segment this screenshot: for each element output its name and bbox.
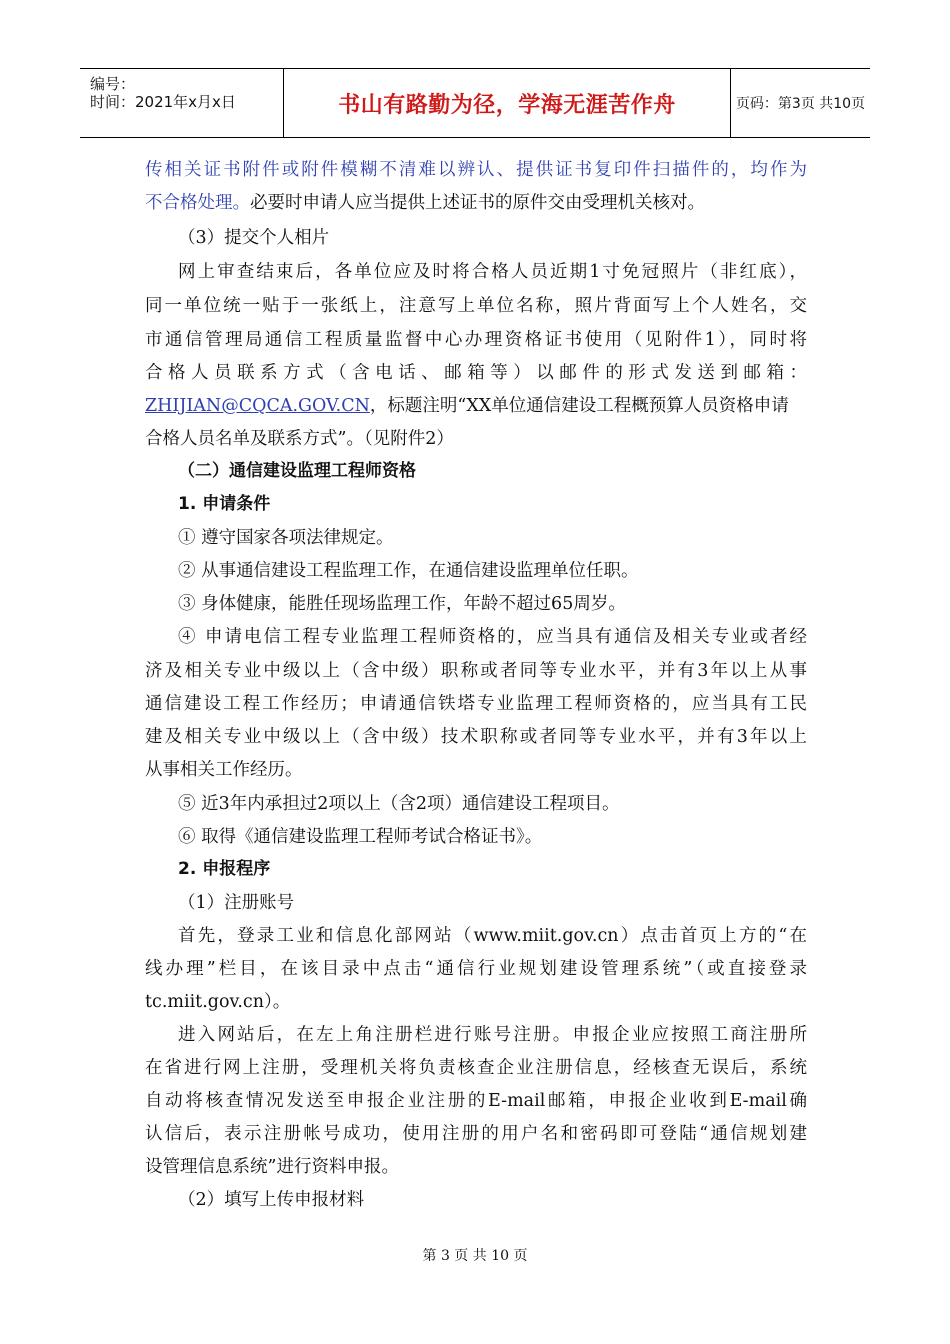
subsection-heading: 2. 申报程序 <box>178 859 271 879</box>
header-meta <box>80 69 284 137</box>
body-line: 认信后，表示注册帐号成功，使用注册的用户名和密码即可登陆“通信规划建 <box>145 1124 807 1144</box>
body-line: 在省进行网上注册，受理机关将负责核查企业注册信息，经核查无误后，系统 <box>145 1058 807 1078</box>
body-line: 合格人员名单及联系方式”。（见附件2） <box>145 429 454 449</box>
body-text-blue: 不合格处理。 <box>145 193 250 213</box>
subsection-heading: （2）填写上传申报材料 <box>178 1190 365 1210</box>
body-line: 合格人员联系方式（含电话、邮箱等）以邮件的形式发送到邮箱： <box>145 363 807 383</box>
page-footer: 第 3 页 共 10 页 <box>422 1248 528 1264</box>
list-item: ⑤ 近3年内承担过2项以上（含2项）通信建设工程项目。 <box>178 794 620 814</box>
body-line: 同一单位统一贴于一张纸上，注意写上单位名称，照片背面写上个人姓名，交 <box>145 296 807 316</box>
page-header <box>80 68 870 138</box>
body-line: 市通信管理局通信工程质量监督中心办理资格证书使用（见附件1），同时将 <box>145 330 807 350</box>
header-page-number: 页码：第3页 共10页 <box>735 96 866 112</box>
body-line: tc.miit.gov.cn）。 <box>145 992 291 1012</box>
body-text: 必要时申请人应当提供上述证书的原件交由受理机关核对。 <box>250 193 705 213</box>
body-line: 设管理信息系统”进行资料申报。 <box>145 1157 399 1177</box>
list-item: ④ 申请电信工程专业监理工程师资格的，应当具有通信及相关专业或者经 <box>178 627 807 647</box>
subsection-heading: （1）注册账号 <box>178 893 295 913</box>
body-line: 建及相关专业中级以上（含中级）技术职称或者同等专业水平，并有3年以上 <box>145 727 807 747</box>
body-line: 从事相关工作经历。 <box>145 760 303 780</box>
document-number-label: 编号： <box>90 75 136 93</box>
email-link[interactable]: ZHIJIAN@CQCA.GOV.CN <box>145 396 370 416</box>
section-heading: （二）通信建设监理工程师资格 <box>178 461 416 481</box>
body-line: 传相关证书附件或附件模糊不清难以辨认、提供证书复印件扫描件的，均作为 <box>145 160 807 180</box>
body-line: 通信建设工程工作经历；申请通信铁塔专业监理工程师资格的，应当具有工民 <box>145 694 807 714</box>
list-item: ③ 身体健康，能胜任现场监理工作，年龄不超过65周岁。 <box>178 594 626 614</box>
list-item: ⑥ 取得《通信建设监理工程师考试合格证书》。 <box>178 827 543 847</box>
list-item: ① 遵守国家各项法律规定。 <box>178 528 394 548</box>
body-line <box>145 394 807 418</box>
list-item: ② 从事通信建设工程监理工作，在通信建设监理单位任职。 <box>178 561 639 581</box>
header-motto: 书山有路勤为径，学海无涯苦作舟 <box>284 69 731 137</box>
body-line: 自动将核查情况发送至申报企业注册的E-mail邮箱，申报企业收到E-mail确 <box>145 1091 807 1111</box>
body-line: 首先，登录工业和信息化部网站（www.miit.gov.cn）点击首页上方的“在 <box>178 926 807 946</box>
body-line: 线办理”栏目，在该目录中点击“通信行业规划建设管理系统”（或直接登录 <box>145 959 807 979</box>
document-time-label: 时间：2021年x月x日 <box>90 93 236 111</box>
body-text: ，标题注明“XX单位通信建设工程概预算人员资格申请 <box>369 396 789 416</box>
body-line <box>145 191 807 215</box>
body-line: 进入网站后，在左上角注册栏进行账号注册。申报企业应按照工商注册所 <box>178 1025 807 1045</box>
body-line: 济及相关专业中级以上（含中级）职称或者同等专业水平，并有3年以上从事 <box>145 661 807 681</box>
body-line: 网上审查结束后，各单位应及时将合格人员近期1寸免冠照片（非红底）， <box>178 262 807 282</box>
subsection-heading: （3）提交个人相片 <box>178 228 330 248</box>
subsection-heading: 1. 申请条件 <box>178 494 271 514</box>
